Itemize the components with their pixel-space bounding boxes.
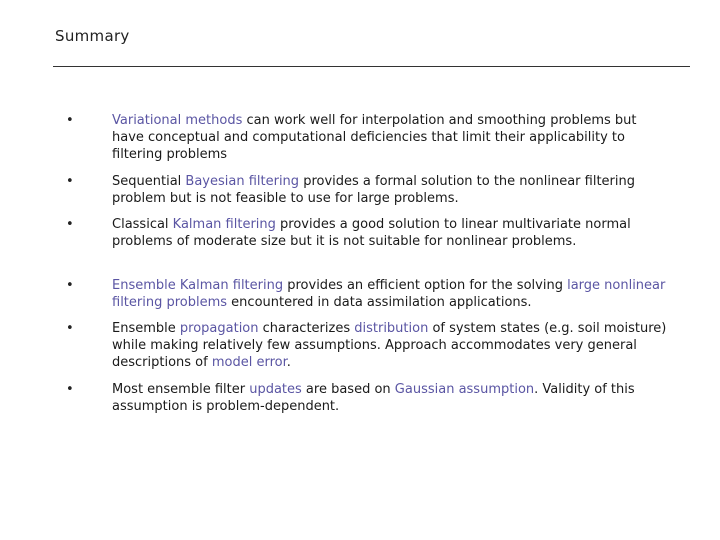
- highlighted-term: Ensemble Kalman filtering: [112, 278, 284, 293]
- highlighted-term: large nonlinear filtering problems: [112, 278, 666, 310]
- highlighted-term: model error: [211, 355, 287, 370]
- bullet-text-segment: . Validity of this assumption is problem-dependent.: [112, 382, 635, 414]
- bullet-text: [112, 216, 672, 250]
- bullet-icon: •: [66, 217, 74, 232]
- highlighted-term: Gaussian assumption: [394, 382, 535, 397]
- bullet-text-segment: Sequential: [112, 174, 186, 189]
- bullet-text-segment: Ensemble: [112, 321, 180, 336]
- bullet-text-segment: provides an efficient option for the solving: [283, 278, 568, 293]
- bullet-text-segment: Most ensemble filter: [112, 382, 250, 397]
- bullet-icon: •: [66, 382, 74, 397]
- bullet-text-segment: provides a good solution to linear multivariate normal problems of moderate size but it is not suitable for nonlinear problems.: [112, 217, 631, 249]
- bullet-text-segment: of system states (e.g. soil moisture) while making relatively few assumptions. Approach accommodates very general descriptions of: [112, 321, 667, 370]
- bullet-text-segment: characterizes: [258, 321, 355, 336]
- highlighted-term: distribution: [354, 321, 429, 336]
- bullet-text: [112, 112, 672, 163]
- bullet-text-segment: Classical: [112, 217, 173, 232]
- highlighted-term: Variational methods: [112, 113, 243, 128]
- highlighted-term: Kalman filtering: [172, 217, 276, 232]
- bullet-text: [112, 173, 672, 207]
- bullet-icon: •: [66, 321, 74, 336]
- bullet-icon: •: [66, 113, 74, 128]
- bullet-icon: •: [66, 174, 74, 189]
- bullet-icon: •: [66, 278, 74, 293]
- bullet-text-segment: encountered in data assimilation applications.: [227, 295, 532, 310]
- bullet-text: [112, 320, 672, 371]
- bullet-text-segment: are based on: [301, 382, 395, 397]
- bullet-text-segment: provides a formal solution to the nonlinear filtering problem but is not feasible to use for large problems.: [112, 174, 635, 206]
- bullet-text-segment: can work well for interpolation and smoothing problems but have conceptual and computational deficiencies that limit their applicability to filtering problems: [112, 113, 637, 162]
- bullet-text-segment: .: [286, 355, 291, 370]
- title-divider: [53, 66, 690, 67]
- highlighted-term: updates: [249, 382, 302, 397]
- slide-title: Summary: [55, 27, 130, 45]
- bullet-text: [112, 277, 672, 311]
- bullet-text: [112, 381, 672, 415]
- highlighted-term: Bayesian filtering: [185, 174, 300, 189]
- highlighted-term: propagation: [179, 321, 259, 336]
